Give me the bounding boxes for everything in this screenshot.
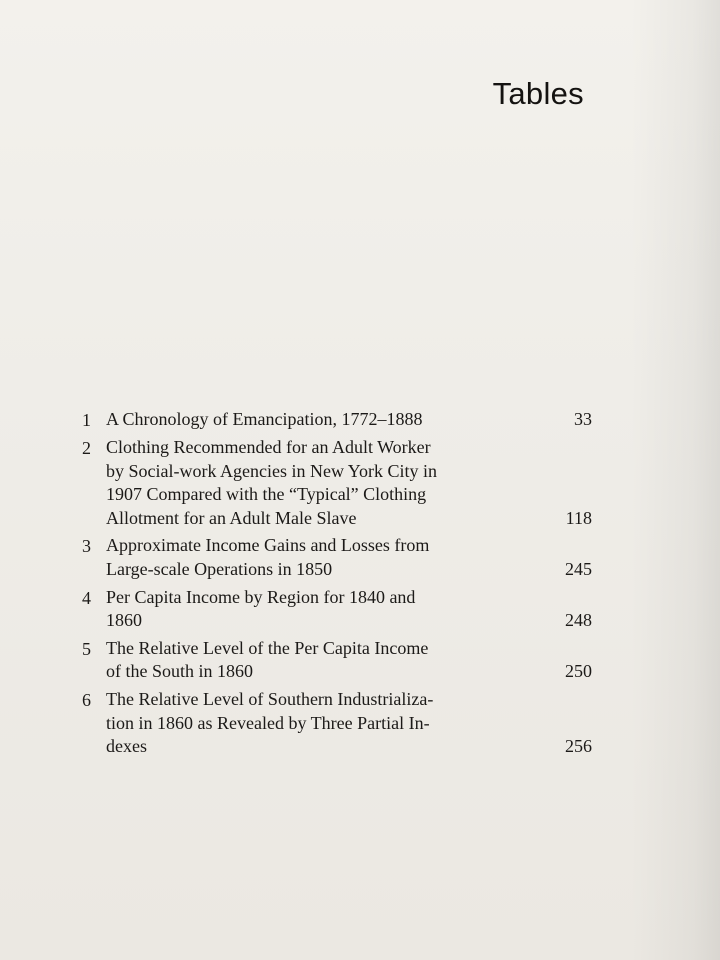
entry-title-line: of the South in 1860 [106, 661, 253, 682]
entry-title-line: Allotment for an Adult Male Slave [106, 507, 357, 528]
toc-entry-1 [82, 408, 592, 432]
entry-page-number: 256 [565, 736, 592, 757]
toc-entry-6 [82, 688, 592, 759]
entry-title-line: tion in 1860 as Revealed by Three Partial In- [106, 712, 430, 733]
entry-number: 4 [82, 587, 91, 608]
entry-line [106, 609, 592, 633]
entry-line [106, 436, 592, 460]
entry-title-line: dexes [106, 736, 147, 757]
entry-line [106, 586, 592, 610]
entry-line [106, 558, 592, 582]
entry-body [106, 637, 592, 684]
entry-line [106, 637, 592, 661]
entry-title-line: A Chronology of Emancipation, 1772–1888 [106, 409, 423, 429]
entry-page-number: 245 [565, 558, 592, 579]
entry-title-line: by Social-work Agencies in New York City in [106, 460, 437, 481]
entry-number: 2 [82, 438, 91, 458]
entry-line [106, 460, 592, 484]
entry-title-line: 1907 Compared with the “Typical” Clothing [106, 484, 427, 505]
page-title: Tables [492, 76, 584, 111]
entry-page-number: 248 [565, 610, 592, 631]
entry-body [106, 688, 592, 759]
entry-body [106, 534, 592, 581]
entry-title-line: Per Capita Income by Region for 1840 and [106, 586, 416, 607]
entry-title-line: The Relative Level of Southern Industrializa- [106, 688, 434, 709]
entry-body [106, 586, 592, 633]
toc-entry-2 [82, 436, 592, 530]
toc-entry-4 [82, 586, 592, 633]
entry-line [106, 408, 592, 432]
entry-number: 6 [82, 689, 91, 710]
entry-line [106, 660, 592, 684]
entry-number: 1 [82, 410, 91, 430]
toc-entry-3 [82, 534, 592, 581]
toc-entry-5 [82, 637, 592, 684]
entry-title-line: Large-scale Operations in 1850 [106, 558, 333, 579]
entry-title-line: Clothing Recommended for an Adult Worker [106, 437, 431, 457]
entry-line [106, 507, 592, 531]
entry-line [106, 483, 592, 507]
entry-page-number: 33 [574, 409, 592, 429]
page-edge-shadow [630, 0, 720, 960]
entry-line [106, 735, 592, 759]
entry-title-line: Approximate Income Gains and Losses from [106, 535, 430, 556]
table-of-contents [82, 408, 592, 763]
entry-number: 3 [82, 536, 91, 557]
entry-body [106, 408, 592, 432]
entry-page-number: 118 [565, 507, 592, 528]
entry-line [106, 534, 592, 558]
entry-body [106, 436, 592, 530]
entry-number: 5 [82, 638, 91, 659]
entry-page-number: 250 [565, 661, 592, 682]
entry-title-line: 1860 [106, 610, 142, 631]
entry-title-line: The Relative Level of the Per Capita Income [106, 637, 429, 658]
entry-line [106, 688, 592, 712]
entry-line [106, 712, 592, 736]
